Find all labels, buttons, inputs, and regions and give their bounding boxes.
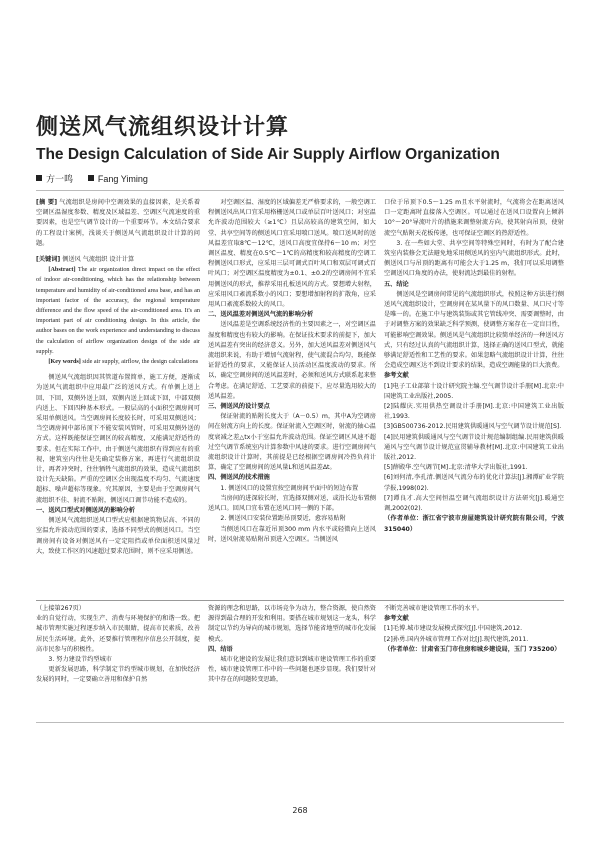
bottom-column-2 [208,604,376,686]
body-paragraph: 3. 努力建设节约型城市 [48,656,112,664]
body-paragraph: 当房间的进深较长时，宜选择双侧对送，或沿长边布置侧送风口。回风口宜布置在送风口同一侧的下部。 [208,494,376,513]
abstract-label: [摘 要] [36,199,58,206]
square-bullet-icon [36,175,42,181]
article-title-zh: 侧送风气流组织设计计算 [36,115,290,140]
column-2 [208,198,376,545]
author-affiliation: （作者单位：甘肃省玉门市住房和城乡建设局，玉门 735200） [384,645,561,653]
abstract-zh [36,198,200,249]
bottom-column-3 [384,604,564,655]
article-title-en: The Design Calculation of Side Air Supply Airflow Organization [36,146,500,163]
keywords-en-text: side air supply, airflow, the design calculations [82,358,199,366]
body-paragraph: 保证射流的贴附长度大于（A－0.5）m，其中A为空调房间在射流方向上的长度。保证射流入空调区时，射流的轴心温度衰减之差△tx小于室温允许波动范围。保证空调区风速不超过空气调节系统室内计算参数中风速的要求。进行空调房间气流组织设计计算时，其前提是已经根据空调房间冷热负荷计算，确定了空调房间的送风量L和送风温差Δt。 [208,413,376,472]
body-paragraph: 更新发展思路，科学制定节约型城市规划，在加快经济发展的同时，一定要确立善用和保护自然 [36,666,200,684]
body-paragraph: 城市化建设的发展让我们意识到城市建设管理工作的重要性，城市建设管理工作中的一些问题也逐步显现。我们要针对其中存在的问题转变思路， [208,656,376,684]
body-paragraph: 对空调区温、湿度的区域偏差无严格要求的，一般空调工程侧送风出风口宜采用格栅送风口或单层百叶送风口；对室温允许波动范围较大（≥1℃）且层高较高的建筑空间，如大堂、共享空间等的侧送风口宜采用喷口送风。喷口送风时的送风温差宜取8℃～12℃，送风口高度宜保持6～10 m；对空调区温度、精度在0.5℃～1℃的高精度和较高精度的空调工程侧送风口形式，应采用三层可调式百叶风口和双层可调式百叶风口；对空调区温度精度为±0.1、±0.2的空调房间不宜采用侧送风的形式，推荐采用孔板送风的方式。要想增大射程，应采用风口紊流系数小的风口；要想增加射程的扩散角，应采用风口紊流系数较大的风口。 [208,199,376,309]
reference-item: [6]刘何清,李孔清.侧送风气流分布的优化计算法[J].湘潭矿业学院学报,1998(02). [384,474,564,492]
keywords-label: [关键词] [36,256,61,264]
reference-item: [1]毛博.城市建设发展模式探究[J].中国建筑,2012. [384,625,523,633]
column-3 [384,198,564,535]
reference-item: [4]民用建筑供暖通风与空气调节设计规范编制组编.民用建筑供暖通风与空气调节设计规范宣贯辅导教材[M].北京:中国建筑工业出版社,2012. [384,433,564,462]
section-heading: 四、结语 [208,645,233,653]
section-heading: 一、送风口型式对侧送风的影响分析 [36,506,135,514]
abstract-zh-text: 气流组织是房间中空调效果的直接因素，是关系着空调区温湿度参数、精度及区域温差、空调区气流速度的重要因素，也是空气调节设计的一个重要环节。本文结合要求的工程设计案例，浅谈关于侧送风气流组织设计计算的问题。 [36,199,201,247]
references-heading: 参考文献 [384,615,409,623]
keywords-en-label: [Key words] [48,358,81,366]
body-paragraph: 资源的理念和思路，以市场竞争为动力，整合资源，使自然资源得到最合理的开发和利用。要搭在城市规划这一龙头，科学制定以节约为导向的城市规划，选择节能省地型的城市化发展模式。 [208,605,376,643]
section-heading: 二、送风温差对侧送风气流的影响分析 [208,311,314,319]
body-paragraph: 2. 侧送风口安装位置距吊顶要近，愈容易贴附 [220,515,346,523]
continuation-note: （上接第267页） [36,605,85,612]
body-paragraph: 当侧送风口在靠近吊顶300 mm 内水平或轻微向上送风时，送风射流易贴附吊顶进入空调区。当侧送风 [208,525,376,543]
reference-item: [5]薛殿华.空气调节[M].北京:清华大学出版社,1991. [384,464,528,472]
body-paragraph: 不断完善城市建设管理工作的水平。 [384,605,483,612]
abstract-en-text: The air organization direct impact on the effect of indoor air-conditioning, which has the relationship between temperature and humidity of air-conditioned area base, and has an important factor of the accuracy, the regional temperature difference and the flow speed of the air-conditioned area. It's an important part of air conditioning design. In this article, the author bases on the work experience and understanding to discuss the calculation of airflow organization design of the side air supply. [36,266,200,355]
abstract-en-label: [Abstract] [48,266,76,274]
reference-item: [2]孙勇.国内外城市管理工作对比[J].现代建筑,2011. [384,635,529,643]
section-divider [36,600,564,601]
author-en: Fang Yiming [97,174,148,184]
body-paragraph: 侧送风是空调房间常见的气流组织形式，按照这种方法进行侧送风气流组织设计，空调房间在某风量下的风口数量、风口尺寸等是唯一的。在施工中与建筑装饰或其它管线冲突、需要调整时，由于对调整方案的效果缺乏科学预测，使调整方案存在一定盲目性，可能影响空调效果。侧送风是气流组织比较简单经济的一种送风方式，只有经过认真的气流组织计算，选择正确的送风口型式，就能够满足舒适性和工艺性的要求。如果忽略气流组织设计计算，往往会造成空调区达不到设计要求的结果，造成空调能量的巨大浪费。 [384,290,564,370]
author-affiliation: （作者单位：浙江省宁波市房屋建筑设计研究院有限公司，宁波 315040） [384,515,564,533]
body-paragraph: 业的自觉行动，实现生产、消费与环境保护的和谐一致。把城市管理实施过程逐步纳入市民眼睛，提高市民素质，改善居民生活环境。此外，还要推行管理程序信息公开制度，提高市民参与的积极性。 [36,615,200,653]
keywords-en [36,357,200,367]
column-1 [36,198,200,557]
header-divider [36,190,564,191]
author-line [36,172,148,185]
footer-divider [36,722,564,723]
reference-item: [2]陆耀庆.实用供热空调设计手册[M].北京:中国建筑工业出版社,1993. [384,403,564,421]
author-zh: 方一鸣 [46,175,74,185]
keywords-zh [36,255,200,265]
reference-item: [7]谭良才.高大空间恒温空调气流组织设计方法研究[J].暖通空调,2002(02). [384,494,564,513]
body-paragraph: 侧送风气流组织送风口型式应根据建筑物层高、不同的室温允许波动范围的要求，选择不同型式的侧送风口。当空调房间有设备对侧送风有一定定阻挡或单位面积送风量过大，致使工作区的风速超过要求范围时，则不应采用侧送。 [36,517,200,555]
page-number: 268 [292,806,308,815]
reference-item: [1]电子工业部第十设计研究院主编.空气调节设计手册[M].北京:中国建筑工业出版社,2005. [384,382,564,400]
abstract-en [36,265,200,357]
body-paragraph: 口位于吊顶下0.5～1.25 m且水平射流时，气流将会在距离送风口一定距离时直接落入空调区。可以通过在送风口设置向上倾斜10°～20°导流叶片的措施来调整射流方向，使其射向吊顶，使射流空气贴附天花板传递，也可保证空调区的热舒适性。 [384,199,564,237]
bottom-column-1 [36,604,200,686]
references-heading: 参考文献 [384,372,409,380]
section-heading: 三、侧送风的设计要点 [208,403,270,411]
section-heading: 四、侧送风的技术措施 [208,474,270,482]
reference-item: [3]GB500736-2012.民用建筑供暖通风与空气调节设计规范[S]. [384,423,562,431]
square-bullet-icon [88,175,94,181]
section-heading: 五、结论 [384,280,409,288]
body-paragraph: 3. 在一些如大堂、共享空间等特殊空间时，有时为了配合建筑室内装修会无法避免地采用侧送风的室内气流组织形式。此时，侧送风口与吊顶的距离有可能会大于1.25 m，我们可以采用调整空调送风口角度的办法，使射流达到最佳的射程。 [384,239,564,278]
body-paragraph: 1. 侧送风口的设置宜按空调房间平面中的短边布置 [220,484,359,492]
body-paragraph: 送风温差是空调系统经济性的主要因素之一，对空调区温湿度和精度也有较大的影响。在保证技术要求的前提下，加大送风温差有突出的经济意义。另外，加大送风温差对侧送风气流组织来说，有助于增加气流射程，使气流混合均匀，既能保证舒适性的要求，又能保证人员活动区温度波动的要求。所以，确定空调房间的送风温差时，必须和送风方式联系起来整合考虑。在满足舒适、工艺要求的前提下，应尽量选用较大的送风温差。 [208,321,376,400]
body-paragraph: 侧送风气流组织因其管道布置简单，施工方便，逐渐成为送风气流组织中应用最广泛的送风方式。有单侧上送上回、下回，双侧外送上回，双侧内送上回或下回，中部双侧内送上、下回四种基本形式。一般层高的小面积空调房间可采用单侧送风。当空调房间长度较长时，可采用双侧送风；当空调房间中部吊顶下不能安装风管时，可采用双侧外送的方式。这样既能保证空调区的较高精度，又能满足舒适性的要求。但在实际工作中，由于侧送气流组织有得到应有的重视，建筑室内往往是先确定装修方案，再进行气流组织设计，再者冲突时，往往牺牲气流组织的效果，造成气流组织设计先天缺陷。严重的空调区会出现温度不均匀、气流速度超标、噪声超标等现象。究其原因，主要是由于空调房间气流组织不佳、射流不贴附，侧送风口调节功能不造成的。 [36,374,200,504]
keywords-zh-text: 侧送风 气流组织 设计计算 [62,256,135,264]
